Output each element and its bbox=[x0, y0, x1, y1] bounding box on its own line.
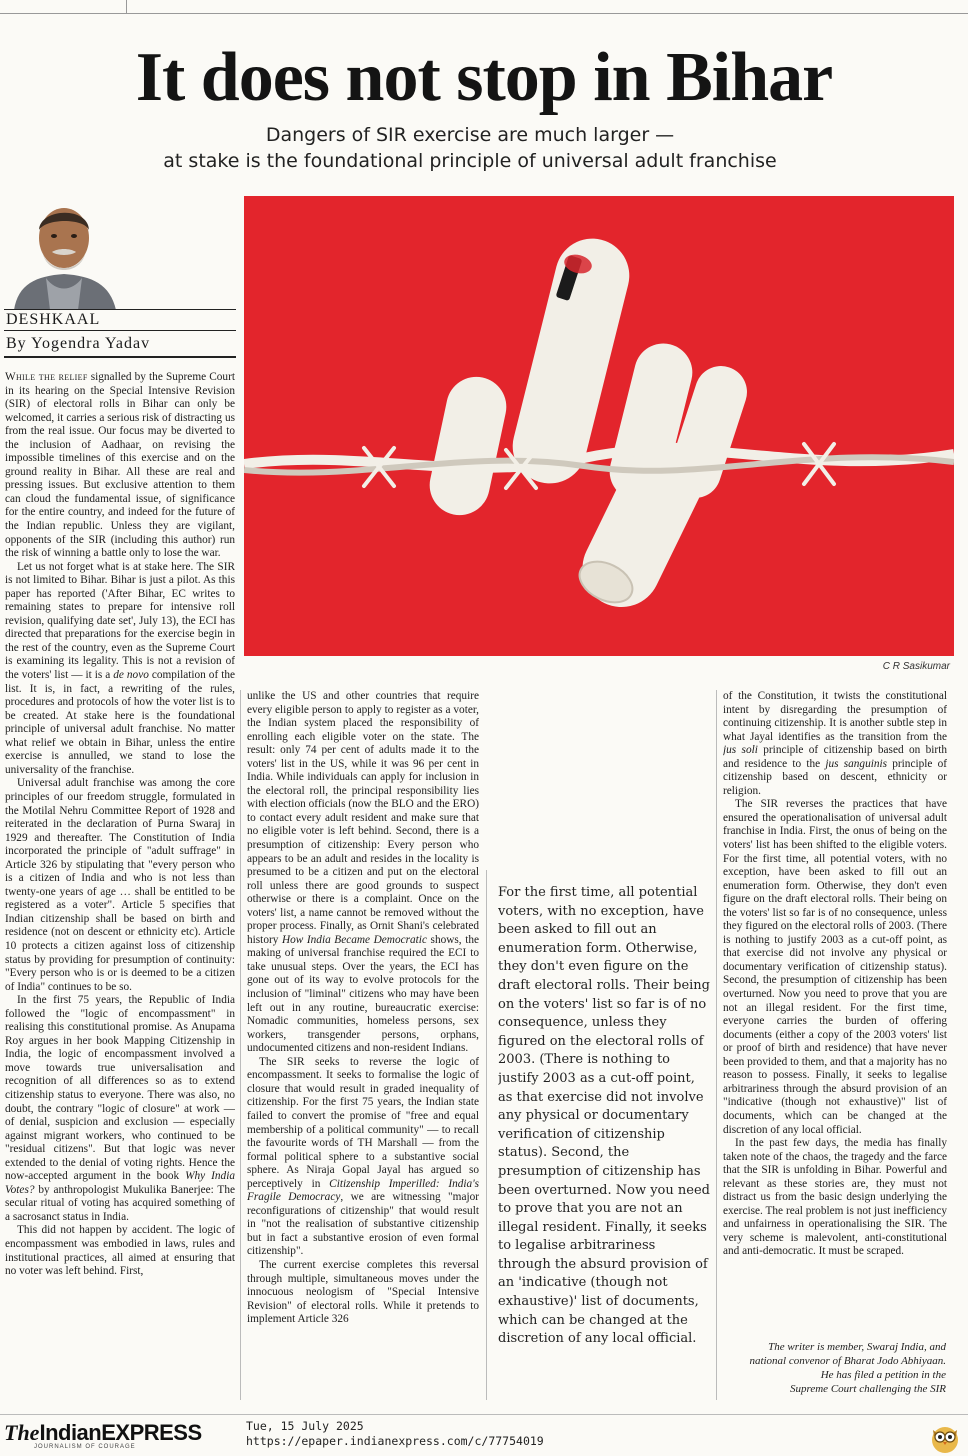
paragraph-text: of the Constitution, it twists the constitutional intent by disregarding the presumption of continuing citizenship. It is another subtle step in what Jayal identifies as the transition from the bbox=[723, 690, 947, 743]
paragraph-emphasis: How India Became Democratic bbox=[281, 933, 427, 946]
paragraph-emphasis: de novo bbox=[113, 669, 149, 682]
column-divider bbox=[486, 870, 487, 1400]
paragraph-text: In the first 75 years, the Republic of India followed the "logic of encompassment" in realising this constitutional promise. As Anupama Roy argues in her book Mapping Citizenship in India, the logic of encompassment involved a move towards true universalisation and recognition of all differences so as to extend citizenship status to everyone. There was also, no doubt, the contrary "logic of closure" at work — of denial, suspicion and exclusion — especially against migrant workers, who continued to be "residual citizens". But that logic was never extended to the denial of voting rights. Hence the now-accepted argument in the book bbox=[5, 994, 235, 1183]
paragraph-text: signalled by the Supreme Court in its hearing on the Special Intensive Revision (SIR) of electoral rolls in Bihar can only be welcomed, it carries a serious risk of distracting us from the real issue. Our focus may be diverted to the inclusion of Aadhaar, on revising the impossible timelines of this exercise and on the ground reality in Bihar. All these are real and pressing issues. But exclusive attention to them can cloud the fundamental issue, of significance for the entire country, and indeed for the future of the Indian republic. Unless they are vigilant, opponents of the SIR (including this author) run the risk of winning a battle only to lose the war. bbox=[5, 371, 235, 560]
illustration bbox=[244, 196, 954, 656]
paragraph-emphasis: jus soli bbox=[723, 744, 758, 757]
top-margin-tick bbox=[126, 0, 127, 14]
author-note-line: Supreme Court challenging the SIR bbox=[789, 1383, 946, 1395]
paragraph bbox=[247, 1056, 479, 1259]
logo-the: The bbox=[4, 1420, 40, 1445]
paragraph-emphasis: jus sanguinis bbox=[825, 757, 888, 770]
newspaper-logo bbox=[4, 1420, 234, 1452]
article-column-1 bbox=[5, 371, 235, 1399]
author-note-line: national convenor of Bharat Jodo Abhiyaan. bbox=[749, 1355, 946, 1367]
paragraph bbox=[247, 690, 479, 1056]
article-column-2 bbox=[247, 690, 479, 1400]
logo-tagline: JOURNALISM OF COURAGE bbox=[34, 1444, 136, 1450]
subhead-line-2: at stake is the foundational principle of universal adult franchise bbox=[163, 150, 777, 172]
subhead-line-1: Dangers of SIR exercise are much larger — bbox=[265, 124, 675, 146]
paragraph: The SIR reverses the practices that have ensured the operationalisation of universal adult franchise in India. First, the onus of being on the voters' list has been shifted to the eligible voters. For the first time, all potential voters, with no exception, have been asked to fill out an enumeration form. Otherwise, they don't even figure on the draft electoral rolls. Their being on the voters' list so far is of no consequence, unless they figured on the electoral rolls of 2003. (There is nothing to justify 2003 as a cut-off point, as that exercise did not involve any physical or documentary verification of citizenship status). Second, the presumption of citizenship has been overturned. Now you need to prove that you are not an illegal resident. For the first time, everyone carries the burden of offering documents (either a copy of the 2003 voters' list or proof of birth and residence) that have never been provided to them, and that a majority has no reason to possess. Finally, it seeks to legalise arbitrariness through the absurd provision of an "indicative (though not exhaustive)" list of documents, which can be changed at the discretion of any local official. bbox=[723, 798, 947, 1136]
paragraph bbox=[723, 690, 947, 798]
illustration-credit: C R Sasikumar bbox=[882, 661, 950, 672]
paragraph-text: Let us not forget what is at stake here. The SIR is not limited to Bihar. Bihar is just a pilot. As this paper has reported ('After Bihar, EC writes to remaining states to prepare for intensive roll revision, qualifying date set', July 13), the ECI has directed that preparations for the exercise begin in the rest of the country, even as the Supreme Court is examining its legality. This is not a revision of the voters' list — it is a bbox=[5, 560, 235, 682]
author-note-line: The writer is member, Swaraj India, and bbox=[768, 1341, 946, 1353]
paragraph bbox=[5, 371, 235, 561]
paragraph-text: unlike the US and other countries that require every eligible person to apply to register as a voter, the Indian system placed the responsibility of enrolling each eligible voter on the state. The result: only 74 per cent of adults made it to the voters' list in the US, while it was 96 per cent in India. While individuals can apply for inclusion in the electoral roll, the principal responsibility lies with election officials (now the BLO and the ERO) to contact every adult resident and make sure that no eligible voter is left behind. Second, there is a presumption of citizenship: Every person who appears to be an adult and resides in the locality is presumed to be a citizen and put on the electoral roll unless there are good grounds to suspect otherwise or there is a complaint. Once on the voters' list, a name cannot be removed without the proper process. Finally, as Ornit Shani's celebrated history bbox=[247, 690, 479, 946]
article-column-4 bbox=[723, 690, 947, 1332]
paragraph: This did not happen by accident. The logic of encompassment was embodied in laws, rules and institutional practices, all aimed at ensuring that no voter was left behind. First, bbox=[5, 1224, 235, 1278]
epaper-url[interactable]: https://epaper.indianexpress.com/c/77754019 bbox=[246, 1434, 544, 1448]
column-divider bbox=[240, 690, 241, 1400]
paragraph-text: shows, the making of universal franchise required the ECI to take unusual steps. Over the years, the ECI has gone out of its way to evolve protocols for the inclusion of "liminal" citizens who may have been left out in any routine, bureaucratic exercise: Nomadic communities, homeless persons, sex workers, transgender persons, orphans, undocumented citizens and non-resident Indians. bbox=[247, 933, 479, 1055]
author-photo bbox=[4, 192, 124, 310]
paragraph-emphasis: Citizenship Imperilled: India's Fragile Democracy bbox=[247, 1177, 479, 1204]
paragraph bbox=[5, 994, 235, 1224]
paragraph: The current exercise completes this reversal through multiple, simultaneous moves under the innocuous neologism of "Special Intensive Revision" of electoral rolls. While it pretends to implement Article 326 bbox=[247, 1258, 479, 1326]
paragraph-emphasis: Why India Votes? bbox=[5, 1170, 235, 1196]
paragraph-text: principle of citizenship based on descent, ethnicity or religion. bbox=[723, 757, 947, 797]
paragraph-text: principle of citizenship based on birth and residence to the bbox=[723, 744, 947, 770]
column-divider bbox=[716, 690, 717, 1400]
headline: It does not stop in Bihar bbox=[135, 39, 833, 116]
paragraph-text: by anthropologist Mukulika Banerjee: The secular ritual of voting has acquired something of a sacrosanct status in India. bbox=[5, 1183, 235, 1223]
logo-name: IndianEXPRESS bbox=[39, 1420, 202, 1445]
paragraph bbox=[5, 561, 235, 778]
footer-rule bbox=[0, 1414, 968, 1415]
top-margin-rule bbox=[0, 0, 968, 14]
paragraph-text: compilation of the list. It is, in fact, a rewriting of the rules, procedures and protocols of how the voter list is to be created. At stake here is the foundational principle of universal adult franchise. No matter what relief we obtain in Bihar, unless the entire exercise is annulled, we stand to lose the universality of the franchise. bbox=[5, 669, 235, 776]
byline: By Yogendra Yadav bbox=[4, 332, 236, 358]
subheadline bbox=[150, 122, 790, 174]
lead-in: While the relief bbox=[5, 371, 88, 383]
owl-icon bbox=[928, 1420, 962, 1454]
paragraph: Universal adult franchise was among the core principles of our freedom struggle, formulated in the Motilal Nehru Committee Report of 1928 and reiterated in the declaration of Purna Swaraj in 1929 and thereafter. The Constitution of India incorporated the principle of "adult suffrage" in Article 326 by stipulating that "every person who is a citizen of India and who is not less than twenty-one years of age … shall be entitled to be registered as a voter". Article 5 specifies that Indian citizenship shall be based on birth and residence (not on descent or ethnicity etc). Article 10 protects a citizen against loss of citizenship status by providing for presumption of continuity: "Every person who is or is deemed to be a citizen of India" continues to be so. bbox=[5, 777, 235, 993]
paragraph: In the past few days, the media has finally taken note of the chaos, the tragedy and the farce that the SIR is unfolding in Bihar. Powerful and relevant as these stories are, they must not distract us from the basic design underlying the exercise. The real problem is not just inefficiency and unfairness in operationalising the SIR. The very scheme is malevolent, anti-constitutional and anti-democratic. It must be scraped. bbox=[723, 1137, 947, 1258]
edition-date: Tue, 15 July 2025 bbox=[246, 1419, 364, 1433]
author-note-line: He has filed a petition in the bbox=[820, 1369, 946, 1381]
epaper-stamp bbox=[246, 1419, 544, 1449]
paragraph-text: , we are witnessing "major reconfigurations of citizenship" that would result in "not the realisation of substantive citizenship but in fact a substantive erosion of even formal citizenship". bbox=[247, 1191, 479, 1258]
paragraph-text: The SIR seeks to reverse the logic of encompassment. It seeks to formalise the logic of closure that would result in graded inequality of citizenship. For the first 75 years, the Indian state failed to convert the promise of "free and equal membership of a political community" — to recall the favourite words of TH Marshall — from the formal political sphere to a substantive social sphere. As Niraja Gopal Jayal has argued so perceptively in bbox=[247, 1055, 479, 1190]
pull-quote: For the first time, all potential voters, with no exception, have been asked to fill out an enumeration form. Otherwise, they don't even figure on the draft electoral rolls. Their being on the voters' list so far is of no consequence, unless they figured on the electoral rolls of 2003. (There is nothing to justify 2003 as a cut-off point, as that exercise did not involve any physical or documentary verification of citizenship status). Second, the presumption of citizenship has been overturned. Now you need to prove that you are not an illegal resident. Finally, it seeks to legalise arbitrariness through the absurd provision of an 'indicative (though not exhaustive)' list of documents, which can be changed at the discretion of any local official. bbox=[498, 885, 710, 1347]
author-note bbox=[722, 1340, 946, 1396]
column-name: DESHKAAL bbox=[4, 309, 236, 331]
